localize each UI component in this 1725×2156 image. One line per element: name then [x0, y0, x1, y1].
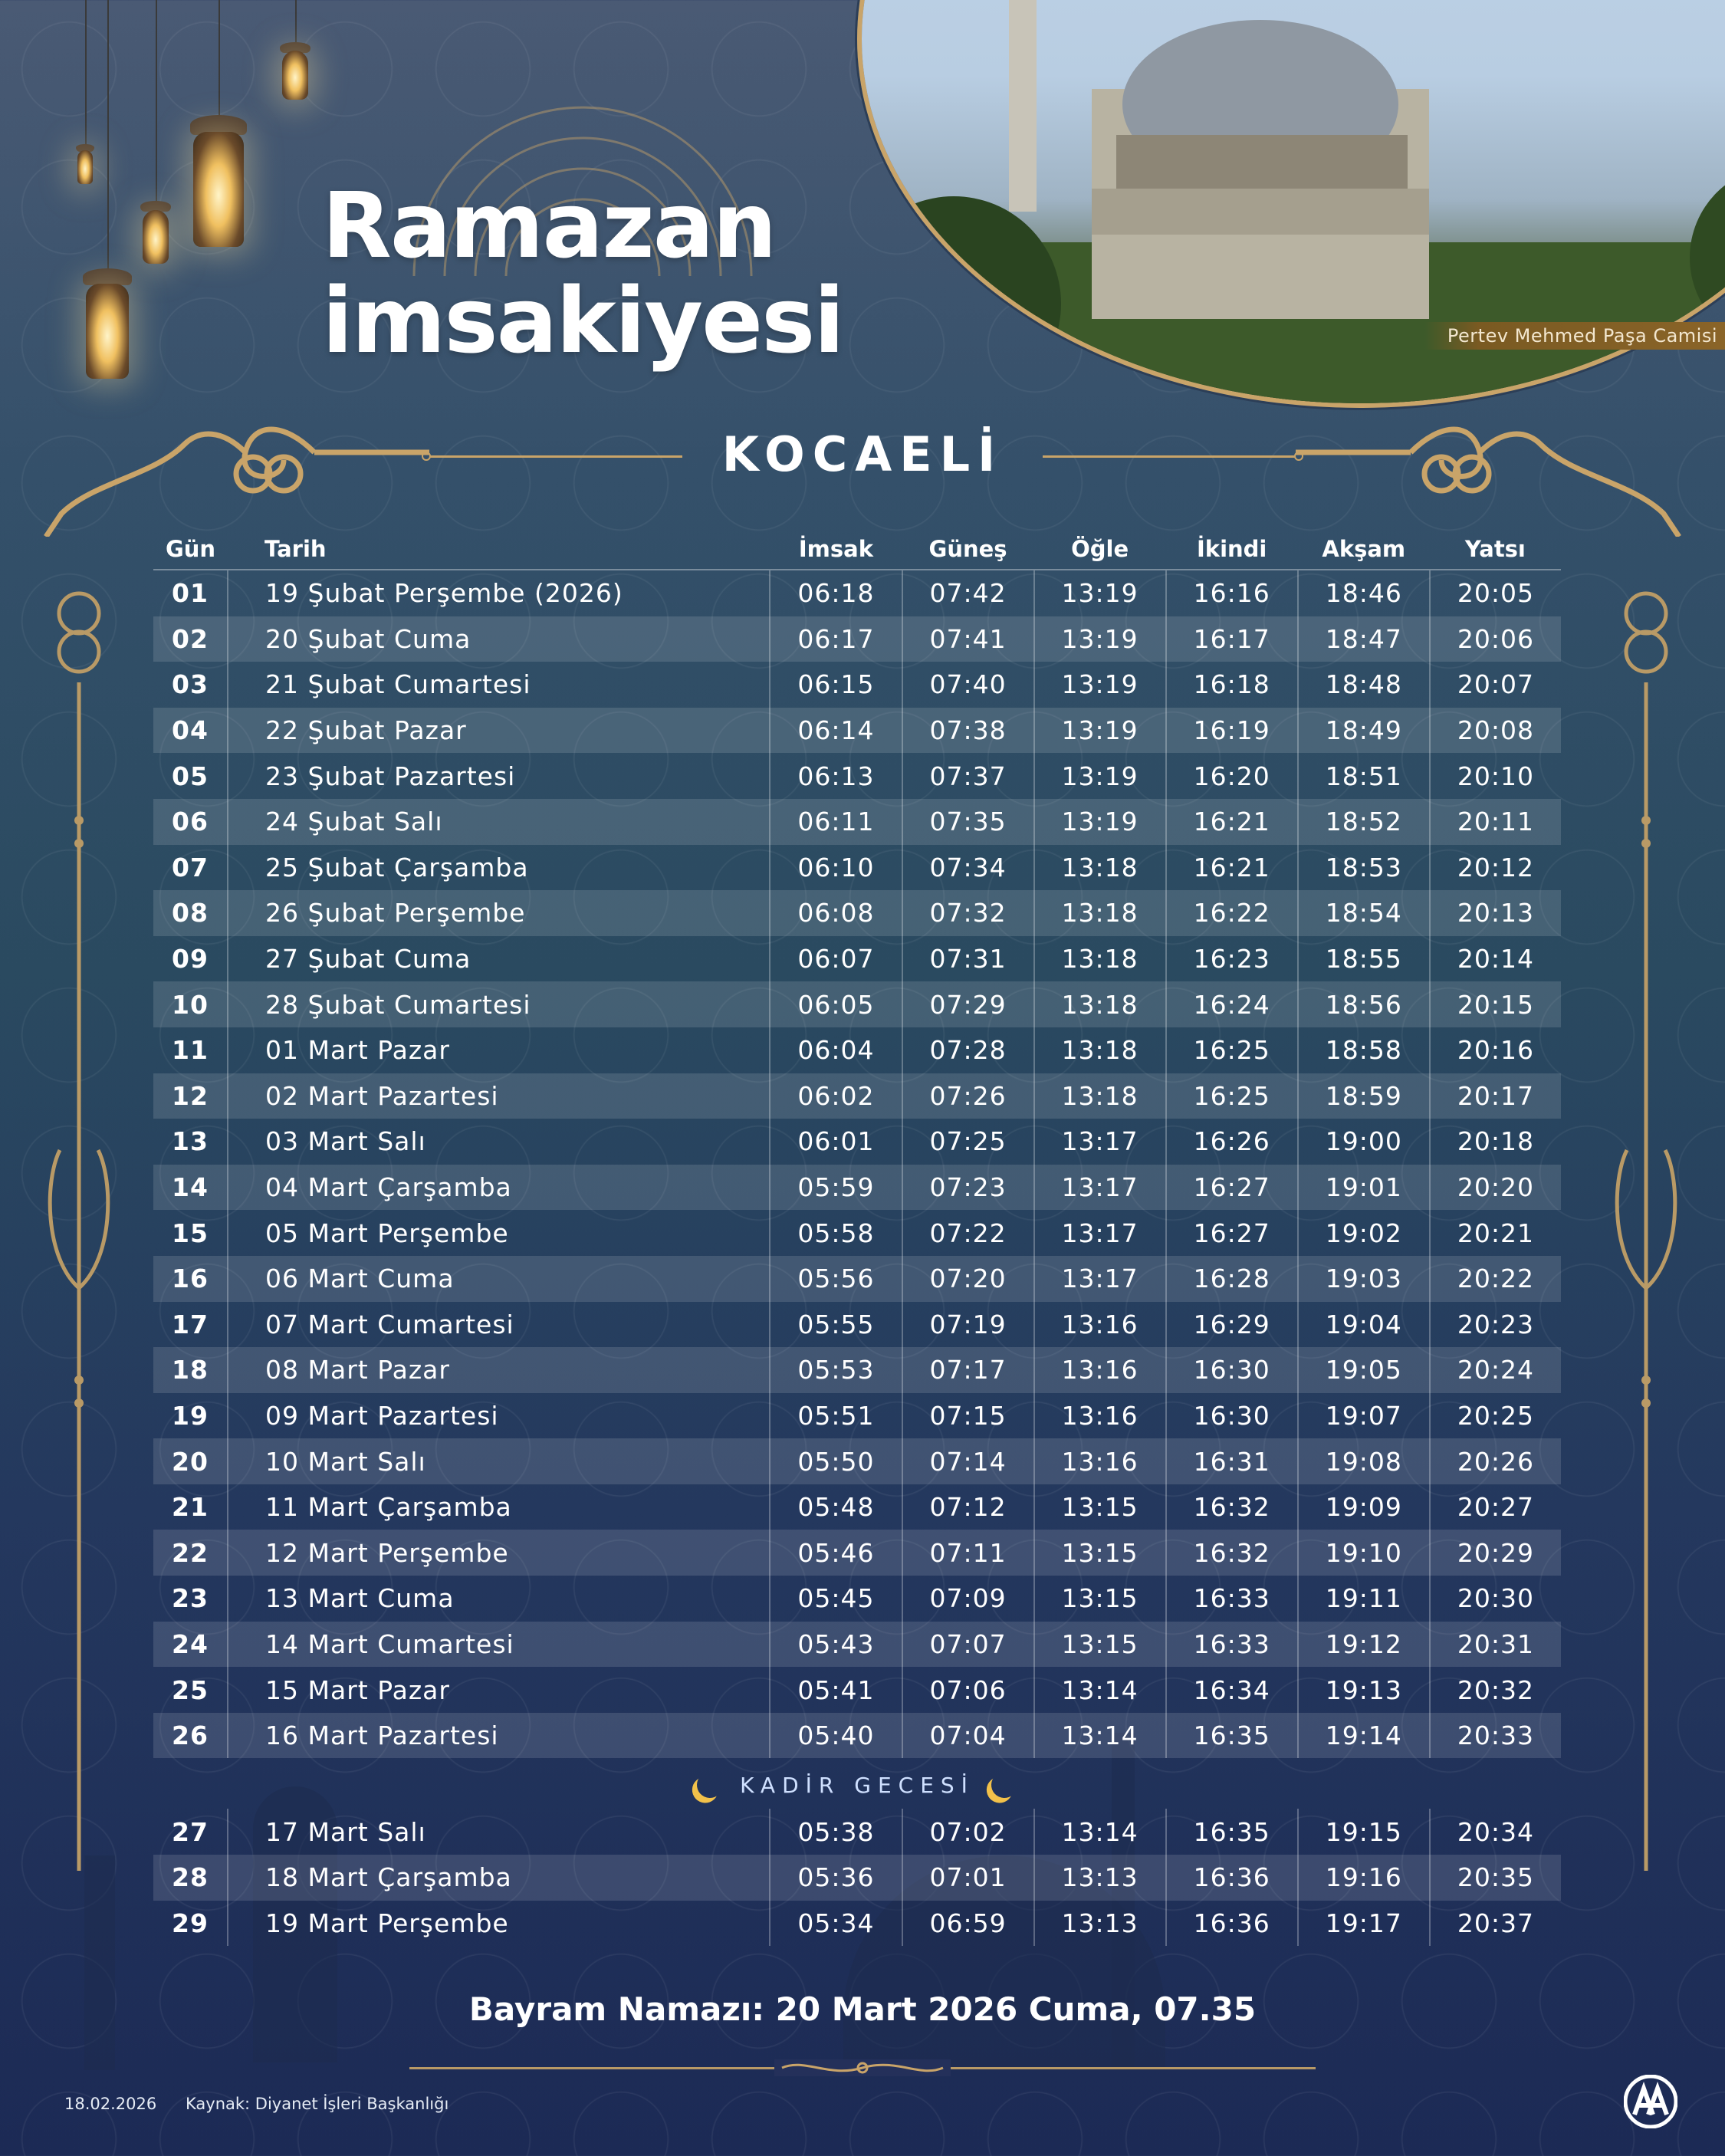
- table-row: [153, 1165, 1561, 1211]
- cell-aksam: 18:47: [1298, 616, 1430, 662]
- cell-ogle: 13:19: [1034, 799, 1166, 845]
- cell-aksam: 18:48: [1298, 662, 1430, 708]
- cell-yatsi: 20:37: [1457, 1908, 1534, 1938]
- cell-gunes: 07:12: [902, 1484, 1034, 1530]
- cell-tarih: 02 Mart Pazartesi: [228, 1073, 770, 1119]
- cell-tarih: 05 Mart Perşembe: [228, 1210, 770, 1256]
- cell-ogle: 13:18: [1034, 890, 1166, 936]
- cell-aksam: 19:02: [1298, 1210, 1430, 1256]
- cell-imsak: 05:59: [770, 1165, 902, 1211]
- cell-gunes: 07:09: [902, 1576, 1034, 1622]
- cell-aksam: 19:17: [1298, 1901, 1430, 1947]
- cell-yatsi: 20:14: [1457, 944, 1534, 974]
- cell-yatsi: 20:16: [1457, 1035, 1534, 1066]
- cell-tarih: 17 Mart Salı: [228, 1809, 770, 1855]
- cell-tarih: 11 Mart Çarşamba: [228, 1484, 770, 1530]
- cell-ikindi: 16:18: [1166, 662, 1298, 708]
- cell-ikindi: 16:35: [1166, 1809, 1298, 1855]
- cell-gunes: 07:01: [902, 1855, 1034, 1901]
- cell-ogle: 13:19: [1034, 616, 1166, 662]
- cell-imsak: 06:01: [770, 1119, 902, 1165]
- cell-imsak: 05:50: [770, 1438, 902, 1484]
- cell-imsak: 05:40: [770, 1713, 902, 1759]
- cell-gunes: 07:14: [902, 1438, 1034, 1484]
- cell-tarih: 09 Mart Pazartesi: [228, 1393, 770, 1439]
- cell-ogle: 13:15: [1034, 1576, 1166, 1622]
- cell-ogle: 13:17: [1034, 1165, 1166, 1211]
- cell-gun: 03: [153, 662, 228, 708]
- crescent-moon-icon: [693, 1769, 727, 1803]
- cell-ogle: 13:18: [1034, 981, 1166, 1027]
- table-row: [153, 890, 1561, 936]
- table-row: [153, 1530, 1561, 1576]
- table-row: [153, 662, 1561, 708]
- cell-tarih: 06 Mart Cuma: [228, 1256, 770, 1302]
- cell-gun: 19: [153, 1393, 228, 1439]
- cell-aksam: 19:07: [1298, 1393, 1430, 1439]
- table-row: [153, 1667, 1561, 1713]
- cell-aksam: 19:10: [1298, 1530, 1430, 1576]
- table-row: [153, 1347, 1561, 1393]
- left-side-ornament: [37, 567, 121, 1917]
- cell-yatsi: 20:10: [1457, 761, 1534, 791]
- cell-imsak: 06:15: [770, 662, 902, 708]
- cell-gunes: 07:37: [902, 753, 1034, 799]
- cell-imsak: 05:41: [770, 1667, 902, 1713]
- cell-aksam: 19:05: [1298, 1347, 1430, 1393]
- imsakiye-table: [153, 529, 1561, 1946]
- cell-ogle: 13:19: [1034, 708, 1166, 754]
- cell-ikindi: 16:33: [1166, 1622, 1298, 1668]
- cell-imsak: 06:18: [770, 570, 902, 616]
- crescent-moon-icon: [987, 1769, 1021, 1803]
- cell-gunes: 07:28: [902, 1027, 1034, 1073]
- publish-date: 18.02.2026: [64, 2095, 157, 2113]
- cell-gunes: 07:22: [902, 1210, 1034, 1256]
- cell-yatsi: 20:20: [1430, 1165, 1561, 1211]
- header-aksam: Akşam: [1298, 529, 1430, 570]
- cell-ogle: 13:18: [1034, 1073, 1166, 1119]
- cell-ikindi: 16:24: [1166, 981, 1298, 1027]
- cell-gunes: 07:04: [902, 1713, 1034, 1759]
- cell-ikindi: 16:32: [1166, 1530, 1298, 1576]
- cell-ikindi: 16:22: [1166, 890, 1298, 936]
- cell-gunes: 07:40: [902, 662, 1034, 708]
- table-row: [153, 753, 1561, 799]
- cell-aksam: 19:11: [1298, 1576, 1430, 1622]
- cell-yatsi: 20:21: [1457, 1218, 1534, 1248]
- cell-tarih: 15 Mart Pazar: [228, 1667, 770, 1713]
- cell-imsak: 06:17: [770, 616, 902, 662]
- page-title: [322, 173, 843, 373]
- cell-gunes: 07:29: [902, 981, 1034, 1027]
- cell-aksam: 19:03: [1298, 1256, 1430, 1302]
- cell-imsak: 06:11: [770, 799, 902, 845]
- cell-tarih: 16 Mart Pazartesi: [228, 1713, 770, 1759]
- source-text: Kaynak: Diyanet İşleri Başkanlığı: [186, 2095, 449, 2113]
- cell-aksam: 18:55: [1298, 936, 1430, 982]
- cell-tarih: 19 Şubat Perşembe (2026): [228, 570, 770, 616]
- cell-imsak: 05:45: [770, 1576, 902, 1622]
- cell-gunes: 07:11: [902, 1530, 1034, 1576]
- cell-aksam: 19:15: [1298, 1809, 1430, 1855]
- cell-gun: 10: [153, 981, 228, 1027]
- cell-yatsi: 20:12: [1457, 852, 1534, 882]
- table-row: [153, 1302, 1561, 1348]
- cell-ikindi: 16:29: [1166, 1302, 1298, 1348]
- city-name: KOCAELİ: [721, 426, 1004, 482]
- cell-ogle: 13:17: [1034, 1256, 1166, 1302]
- cell-aksam: 18:54: [1298, 890, 1430, 936]
- cell-ogle: 13:15: [1034, 1622, 1166, 1668]
- cell-tarih: 12 Mart Perşembe: [228, 1530, 770, 1576]
- cell-tarih: 24 Şubat Salı: [228, 799, 770, 845]
- cell-ogle: 13:16: [1034, 1347, 1166, 1393]
- cell-yatsi: 20:06: [1430, 616, 1561, 662]
- cell-imsak: 06:05: [770, 981, 902, 1027]
- lantern-icon: [184, 0, 253, 253]
- cell-gun: 22: [153, 1530, 228, 1576]
- cell-yatsi: 20:32: [1457, 1675, 1534, 1705]
- cell-ogle: 13:15: [1034, 1484, 1166, 1530]
- cell-ogle: 13:18: [1034, 1027, 1166, 1073]
- cell-tarih: 27 Şubat Cuma: [228, 936, 770, 982]
- cell-yatsi: 20:24: [1430, 1347, 1561, 1393]
- kadir-gecesi-label: KADİR GECESİ: [740, 1772, 974, 1798]
- cell-aksam: 19:16: [1298, 1855, 1430, 1901]
- table-row: [153, 936, 1561, 982]
- header-yatsi: Yatsı: [1430, 529, 1561, 570]
- cell-yatsi: 20:34: [1457, 1816, 1534, 1847]
- cell-aksam: 18:52: [1298, 799, 1430, 845]
- cell-gun: 07: [153, 845, 228, 891]
- cell-aksam: 19:09: [1298, 1484, 1430, 1530]
- table-row: [153, 1438, 1561, 1484]
- right-frame-ornament: [1296, 414, 1694, 537]
- cell-gun: 24: [153, 1622, 228, 1668]
- cell-aksam: 18:46: [1298, 570, 1430, 616]
- cell-imsak: 06:13: [770, 753, 902, 799]
- cell-aksam: 18:59: [1298, 1073, 1430, 1119]
- cell-tarih: 01 Mart Pazar: [228, 1027, 770, 1073]
- cell-ikindi: 16:36: [1166, 1901, 1298, 1947]
- cell-yatsi: 20:27: [1457, 1492, 1534, 1523]
- cell-ogle: 13:16: [1034, 1438, 1166, 1484]
- cell-gun: 26: [153, 1713, 228, 1759]
- table-row: [153, 1576, 1561, 1622]
- cell-ikindi: 16:30: [1166, 1347, 1298, 1393]
- cell-gun: 23: [153, 1576, 228, 1622]
- cell-aksam: 18:49: [1298, 708, 1430, 754]
- cell-imsak: 05:48: [770, 1484, 902, 1530]
- cell-gunes: 07:07: [902, 1622, 1034, 1668]
- cell-gunes: 07:23: [902, 1165, 1034, 1211]
- cell-gun: 17: [153, 1302, 228, 1348]
- cell-ikindi: 16:33: [1166, 1576, 1298, 1622]
- header-gunes: Güneş: [902, 529, 1034, 570]
- table-row: [153, 1484, 1561, 1530]
- cell-yatsi: 20:15: [1430, 981, 1561, 1027]
- cell-tarih: 20 Şubat Cuma: [228, 616, 770, 662]
- cell-yatsi: 20:08: [1430, 708, 1561, 754]
- cell-yatsi: 20:05: [1457, 578, 1534, 609]
- cell-tarih: 25 Şubat Çarşamba: [228, 845, 770, 891]
- cell-imsak: 05:34: [770, 1901, 902, 1947]
- cell-ikindi: 16:26: [1166, 1119, 1298, 1165]
- cell-imsak: 05:53: [770, 1347, 902, 1393]
- table-row: [153, 570, 1561, 616]
- table-row: [153, 1855, 1561, 1901]
- cell-ikindi: 16:31: [1166, 1438, 1298, 1484]
- cell-yatsi: 20:29: [1430, 1530, 1561, 1576]
- cell-ogle: 13:19: [1034, 570, 1166, 616]
- cell-gun: 12: [153, 1073, 228, 1119]
- cell-ikindi: 16:19: [1166, 708, 1298, 754]
- table-row: [153, 1027, 1561, 1073]
- cell-gun: 28: [153, 1855, 228, 1901]
- cell-gunes: 07:15: [902, 1393, 1034, 1439]
- header-ogle: Öğle: [1034, 529, 1166, 570]
- cell-ogle: 13:15: [1034, 1530, 1166, 1576]
- cell-ogle: 13:16: [1034, 1393, 1166, 1439]
- cell-gun: 15: [153, 1210, 228, 1256]
- cell-ikindi: 16:28: [1166, 1256, 1298, 1302]
- cell-gun: 13: [153, 1119, 228, 1165]
- title-line-2: imsakiyesi: [322, 268, 843, 373]
- table-row: [153, 616, 1561, 662]
- cell-gun: 16: [153, 1256, 228, 1302]
- header-gun: Gün: [153, 529, 228, 570]
- cell-ikindi: 16:25: [1166, 1073, 1298, 1119]
- cell-yatsi: 20:13: [1430, 890, 1561, 936]
- cell-ikindi: 16:25: [1166, 1027, 1298, 1073]
- cell-gunes: 07:06: [902, 1667, 1034, 1713]
- table-row: [153, 1713, 1561, 1759]
- cell-yatsi: 20:35: [1430, 1855, 1561, 1901]
- cell-ogle: 13:19: [1034, 753, 1166, 799]
- cell-aksam: 19:14: [1298, 1713, 1430, 1759]
- cell-ogle: 13:14: [1034, 1713, 1166, 1759]
- cell-aksam: 18:56: [1298, 981, 1430, 1027]
- cell-tarih: 10 Mart Salı: [228, 1438, 770, 1484]
- cell-yatsi: 20:11: [1430, 799, 1561, 845]
- cell-gunes: 06:59: [902, 1901, 1034, 1947]
- cell-gun: 29: [153, 1901, 228, 1947]
- table-row: [153, 1393, 1561, 1439]
- cell-tarih: 04 Mart Çarşamba: [228, 1165, 770, 1211]
- cell-imsak: 05:36: [770, 1855, 902, 1901]
- table-row: [153, 1210, 1561, 1256]
- kadir-gecesi-row: [153, 1758, 1561, 1809]
- cell-ikindi: 16:35: [1166, 1713, 1298, 1759]
- cell-gun: 14: [153, 1165, 228, 1211]
- lantern-icon: [276, 0, 314, 107]
- table-row: [153, 981, 1561, 1027]
- cell-gunes: 07:31: [902, 936, 1034, 982]
- cell-ikindi: 16:27: [1166, 1165, 1298, 1211]
- cell-gunes: 07:41: [902, 616, 1034, 662]
- cell-imsak: 05:46: [770, 1530, 902, 1576]
- cell-gunes: 07:17: [902, 1347, 1034, 1393]
- cell-yatsi: 20:18: [1457, 1126, 1534, 1157]
- cell-gunes: 07:32: [902, 890, 1034, 936]
- lantern-icon: [136, 0, 175, 268]
- cell-tarih: 07 Mart Cumartesi: [228, 1302, 770, 1348]
- cell-aksam: 19:08: [1298, 1438, 1430, 1484]
- cell-aksam: 19:04: [1298, 1302, 1430, 1348]
- bayram-namazi: Bayram Namazı: 20 Mart 2026 Cuma, 07.35: [468, 1990, 1257, 2028]
- cell-imsak: 06:02: [770, 1073, 902, 1119]
- cell-aksam: 18:51: [1298, 753, 1430, 799]
- cell-tarih: 23 Şubat Pazartesi: [228, 753, 770, 799]
- cell-yatsi: 20:23: [1457, 1309, 1534, 1339]
- cell-ogle: 13:18: [1034, 936, 1166, 982]
- cell-tarih: 22 Şubat Pazar: [228, 708, 770, 754]
- cell-ikindi: 16:21: [1166, 845, 1298, 891]
- cell-yatsi: 20:17: [1430, 1073, 1561, 1119]
- cell-ikindi: 16:16: [1166, 570, 1298, 616]
- cell-aksam: 19:01: [1298, 1165, 1430, 1211]
- cell-ogle: 13:13: [1034, 1855, 1166, 1901]
- cell-imsak: 05:55: [770, 1302, 902, 1348]
- cell-yatsi: 20:33: [1430, 1713, 1561, 1759]
- cell-tarih: 03 Mart Salı: [228, 1119, 770, 1165]
- cell-tarih: 08 Mart Pazar: [228, 1347, 770, 1393]
- cell-yatsi: 20:26: [1430, 1438, 1561, 1484]
- cell-ikindi: 16:30: [1166, 1393, 1298, 1439]
- header-ikindi: İkindi: [1166, 529, 1298, 570]
- cell-gunes: 07:26: [902, 1073, 1034, 1119]
- cell-ikindi: 16:23: [1166, 936, 1298, 982]
- cell-aksam: 19:13: [1298, 1667, 1430, 1713]
- cell-yatsi: 20:07: [1457, 669, 1534, 700]
- cell-gun: 08: [153, 890, 228, 936]
- cell-gunes: 07:25: [902, 1119, 1034, 1165]
- cell-yatsi: 20:22: [1430, 1256, 1561, 1302]
- cell-yatsi: 20:25: [1457, 1400, 1534, 1431]
- cell-gunes: 07:42: [902, 570, 1034, 616]
- cell-ikindi: 16:34: [1166, 1667, 1298, 1713]
- cell-imsak: 05:43: [770, 1622, 902, 1668]
- cell-gunes: 07:20: [902, 1256, 1034, 1302]
- cell-yatsi: 20:31: [1430, 1622, 1561, 1668]
- cell-tarih: 19 Mart Perşembe: [228, 1901, 770, 1947]
- table-row: [153, 1119, 1561, 1165]
- cell-imsak: 06:10: [770, 845, 902, 891]
- cell-ikindi: 16:17: [1166, 616, 1298, 662]
- table-row: [153, 1901, 1561, 1947]
- cell-ikindi: 16:36: [1166, 1855, 1298, 1901]
- cell-ogle: 13:17: [1034, 1210, 1166, 1256]
- cell-tarih: 26 Şubat Perşembe: [228, 890, 770, 936]
- cell-ogle: 13:17: [1034, 1119, 1166, 1165]
- table-row: [153, 708, 1561, 754]
- cell-tarih: 14 Mart Cumartesi: [228, 1622, 770, 1668]
- cell-gun: 05: [153, 753, 228, 799]
- cell-gunes: 07:35: [902, 799, 1034, 845]
- cell-ogle: 13:13: [1034, 1901, 1166, 1947]
- cell-gun: 18: [153, 1347, 228, 1393]
- cell-tarih: 13 Mart Cuma: [228, 1576, 770, 1622]
- table-row: [153, 845, 1561, 891]
- cell-tarih: 21 Şubat Cumartesi: [228, 662, 770, 708]
- cell-gun: 06: [153, 799, 228, 845]
- cell-ikindi: 16:21: [1166, 799, 1298, 845]
- cell-ogle: 13:16: [1034, 1302, 1166, 1348]
- photo-caption: Pertev Mehmed Paşa Camisi: [1424, 322, 1725, 350]
- cell-gunes: 07:38: [902, 708, 1034, 754]
- cell-gun: 02: [153, 616, 228, 662]
- cell-gun: 27: [153, 1809, 228, 1855]
- cell-tarih: 18 Mart Çarşamba: [228, 1855, 770, 1901]
- cell-gunes: 07:34: [902, 845, 1034, 891]
- cell-imsak: 05:51: [770, 1393, 902, 1439]
- header-tarih: Tarih: [228, 529, 770, 570]
- cell-gun: 09: [153, 936, 228, 982]
- footer-ornament: [774, 2059, 951, 2076]
- aa-logo-icon: [1624, 2075, 1677, 2128]
- cell-imsak: 06:08: [770, 890, 902, 936]
- table-row: [153, 1073, 1561, 1119]
- cell-imsak: 05:58: [770, 1210, 902, 1256]
- table-row: [153, 1622, 1561, 1668]
- cell-yatsi: 20:30: [1457, 1583, 1534, 1614]
- cell-imsak: 05:56: [770, 1256, 902, 1302]
- cell-imsak: 06:07: [770, 936, 902, 982]
- header-imsak: İmsak: [770, 529, 902, 570]
- table-body: [153, 570, 1561, 1946]
- cell-gunes: 07:19: [902, 1302, 1034, 1348]
- cell-ogle: 13:14: [1034, 1667, 1166, 1713]
- cell-aksam: 18:53: [1298, 845, 1430, 891]
- cell-ikindi: 16:20: [1166, 753, 1298, 799]
- cell-gun: 01: [153, 570, 228, 616]
- cell-imsak: 05:38: [770, 1809, 902, 1855]
- cell-aksam: 19:12: [1298, 1622, 1430, 1668]
- cell-tarih: 28 Şubat Cumartesi: [228, 981, 770, 1027]
- lantern-icon: [77, 0, 138, 383]
- cell-ogle: 13:18: [1034, 845, 1166, 891]
- table-row: [153, 1256, 1561, 1302]
- cell-gun: 11: [153, 1027, 228, 1073]
- cell-gun: 04: [153, 708, 228, 754]
- kadir-gecesi-cell: [153, 1758, 1561, 1809]
- cell-ikindi: 16:27: [1166, 1210, 1298, 1256]
- cell-gun: 20: [153, 1438, 228, 1484]
- cell-gun: 25: [153, 1667, 228, 1713]
- cell-imsak: 06:04: [770, 1027, 902, 1073]
- cell-aksam: 18:58: [1298, 1027, 1430, 1073]
- cell-gun: 21: [153, 1484, 228, 1530]
- table-header-row: [153, 529, 1561, 570]
- table-row: [153, 1809, 1561, 1855]
- cell-ogle: 13:14: [1034, 1809, 1166, 1855]
- left-frame-ornament: [31, 414, 429, 537]
- cell-ikindi: 16:32: [1166, 1484, 1298, 1530]
- right-side-ornament: [1604, 567, 1688, 1917]
- cell-ogle: 13:19: [1034, 662, 1166, 708]
- cell-aksam: 19:00: [1298, 1119, 1430, 1165]
- title-line-1: Ramazan: [322, 173, 776, 278]
- table-row: [153, 799, 1561, 845]
- cell-gunes: 07:02: [902, 1809, 1034, 1855]
- cell-imsak: 06:14: [770, 708, 902, 754]
